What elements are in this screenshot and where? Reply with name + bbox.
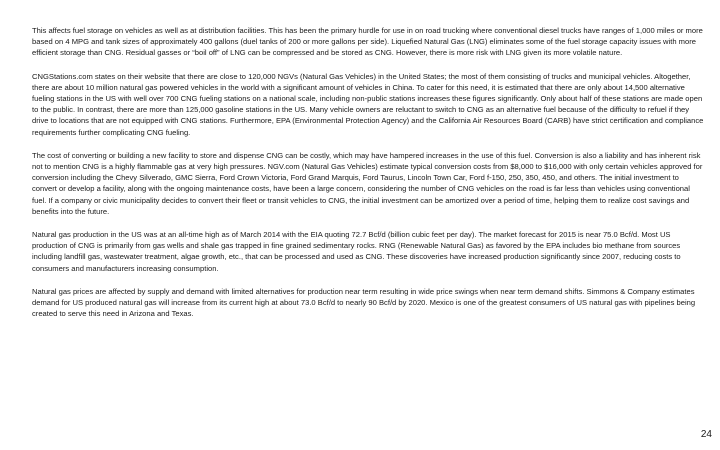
paragraph-gas-production: Natural gas production in the US was at an all-time high as of March 2014 with the EIA quoting 72.7 Bcf/d (billion cubic feet per day). The market forecast for 2015 is near 75.0 Bcf/d. Most US production of CNG is primarily from gas wells and shale gas trapped in fine grained sedimentary rocks. RNG (Renewable Natural Gas) as favored by the EPA includes bio methane from sources including landfill gas, wastewater treatment, algae growth, etc., that can be processed and used as CNG. These discoveries have increased production significantly since 2007, reducing costs to consumers and manufacturers increasing consumption.: [32, 230, 681, 273]
paragraph-gas-prices: Natural gas prices are affected by supply and demand with limited alternatives for production near term resulting in wide price swings when near term demand shifts. Simmons & Company estimates demand for US produced natural gas will increase from its current high at about 73.0 Bcf/d to nearly 90 Bcf/d by 2020. Mexico is one of the greatest consumers of US natural gas with pipelines being created to serve this need in Arizona and Texas.: [32, 286, 696, 319]
paragraph-fuel-storage: This affects fuel storage on vehicles as well as at distribution facilities. This has been the primary hurdle for use in on road trucking where conventional diesel trucks have ranges of 1,000 miles or more based on 4 MPG and tank sizes of approximately 400 gallons (duel tanks of 200 or more gallons per side). Liquefied Natural Gas (LNG) eliminates some of the fuel storage capacity issues with more efficient storage than CNG. Residual gasses or “boil off” of LNG can be compressed and be stored as CNG. However, there is more risk with LNG given its more volatile nature.: [32, 26, 703, 58]
page-number: 24: [700, 429, 712, 440]
paragraph-conversion-cost: The cost of converting or building a new facility to store and dispense CNG can be costly, which may have hampered increases in the use of this fuel. Conversion is also a liability and has inherent risk not to mention CNG is a highly flammable gas at very high pressures. NGV.com (Natural Gas Vehicles) estimate typical conversion costs from $8,000 to $16,000 with only certain vehicles approved for conversion including the Chevy Silverado, GMC Sierra, Ford Crown Victoria, Ford Grand Marquis, Ford Taurus, Lincoln Town Car, Ford f-150, 250, 350, 450, and others. The initial investment to convert or develop a facility, along with the ongoing maintenance costs, have been a large concern, considering the number of CNG vehicles on the road is far less than vehicles using conventional fuel. If a company or civic municipality decides to convert their fleet or transit vehicles to CNG, the initial investment can be amortized over a period of time, helping them to realize cost savings and benefits into the future.: [32, 150, 703, 216]
body-text: [32, 25, 704, 331]
paragraph-cng-stations: CNGStations.com states on their website that there are close to 120,000 NGVs (Natural Gas Vehicles) in the United States; the most of them consisting of trucks and municipal vehicles. Altogether, there are about 10 million natural gas powered vehicles in the world with a significant amount of vehicles in China. To cater for this need, it is estimated that there are only about 14,500 alternative fueling stations in the US with well over 700 CNG fueling stations on a national scale, including non-public stations increases these figures significantly. Only about half of these stations are made open to the public. In contrast, there are more than 125,000 gasoline stations in the US. Many vehicle owners are reluctant to switch to CNG as an alternative fuel because of the difficulty to refuel if they drive to locations that are not equipped with CNG stations. Furthermore, EPA (Environmental Protection Agency) and the California Air Resources Board (CARB) have strict certification and compliance requirements further complicating CNG fueling.: [32, 71, 704, 137]
